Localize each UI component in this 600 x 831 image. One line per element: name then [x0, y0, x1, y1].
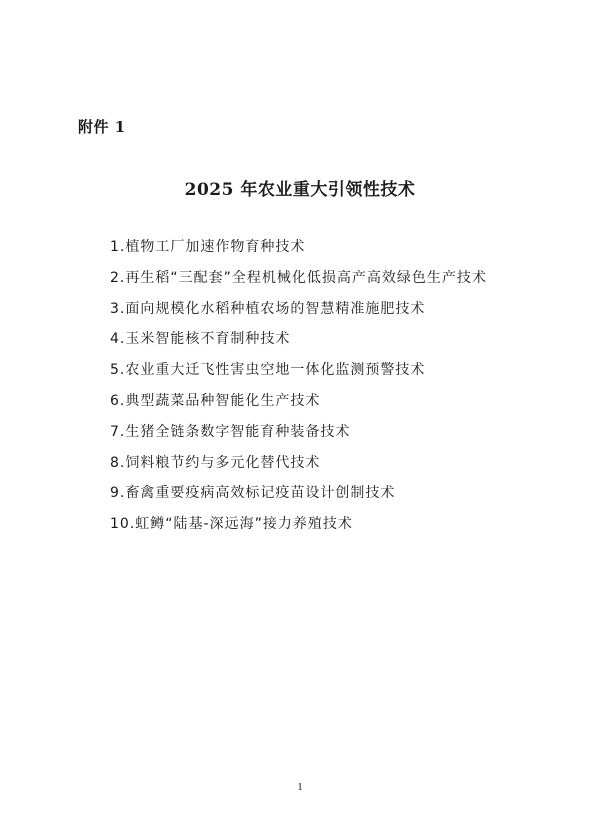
list-item: 1.植物工厂加速作物育种技术	[110, 239, 306, 255]
page-number: 1	[297, 781, 303, 793]
list-item: 6.典型蔬菜品种智能化生产技术	[110, 392, 321, 409]
list-item: 4.玉米智能核不育制种技术	[110, 331, 291, 348]
technology-list	[110, 236, 487, 544]
page-title: 2025 年农业重大引领性技术	[184, 180, 416, 200]
list-item: 7.生猪全链条数字智能育种装备技术	[110, 423, 351, 440]
list-item: 10.虹鳟“陆基-深远海”接力养殖技术	[110, 516, 353, 533]
list-item: 8.饲料粮节约与多元化替代技术	[110, 454, 321, 471]
list-item: 5.农业重大迁飞性害虫空地一体化监测预警技术	[110, 362, 426, 379]
list-item: 2.再生稻“三配套”全程机械化低损高产高效绿色生产技术	[110, 269, 487, 286]
list-item: 3.面向规模化水稻种植农场的智慧精准施肥技术	[110, 300, 426, 317]
attachment-label: 附件 1	[78, 118, 126, 136]
list-item: 9.畜禽重要疫病高效标记疫苗设计创制技术	[110, 485, 396, 502]
